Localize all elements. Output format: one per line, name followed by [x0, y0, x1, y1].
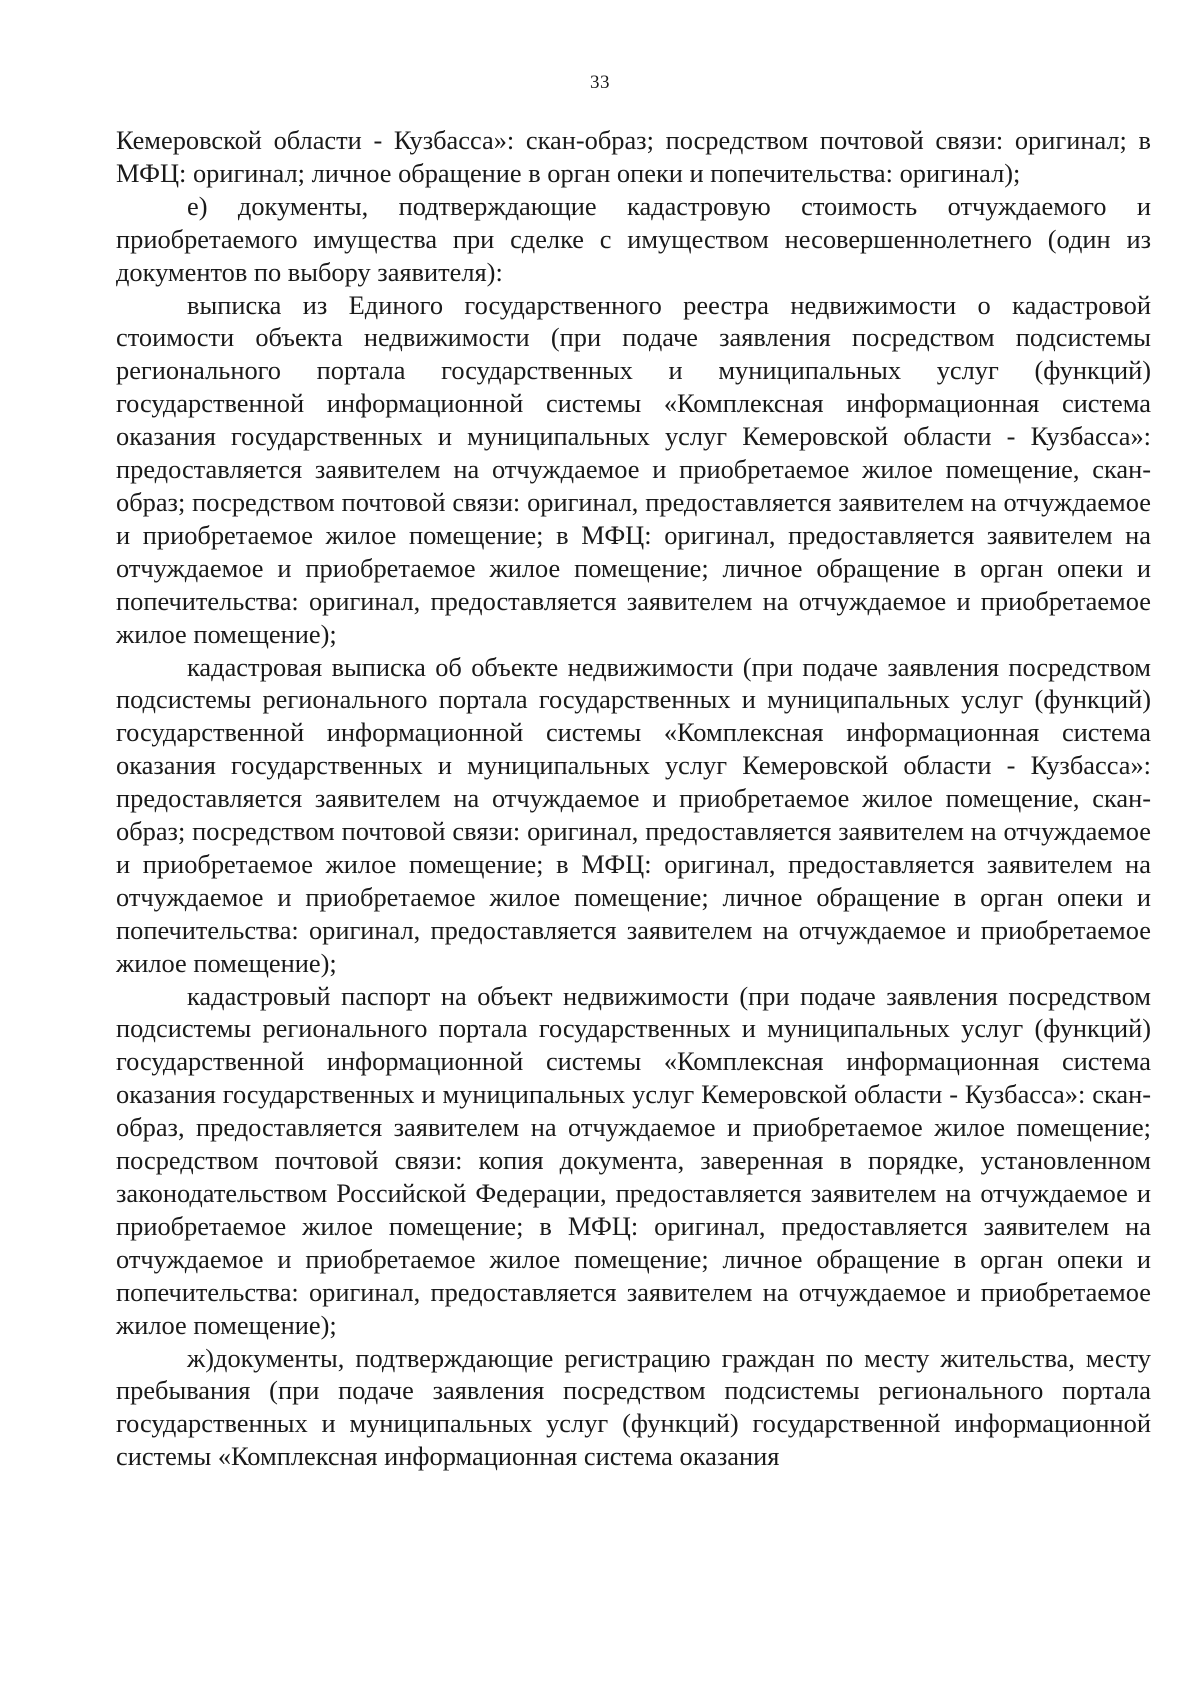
paragraph-cadastral-passport: кадастровый паспорт на объект недвижимости (при подаче заявления посредством подсистемы регионального портала государственных и муниципальных услуг (функций) государственной информационной системы «Комплексная информационная система оказания государственных и муниципальных услуг Кемеровской области - Кузбасса»: скан-образ, предоставляется заявителем на отчуждаемое и приобретаемое жилое помещение; посредством почтовой связи: копия документа, заверенная в порядке, установленном законодательством Российской Федерации, предоставляется заявителем на отчуждаемое и приобретаемое жилое помещение; в МФЦ: оригинал, предоставляется заявителем на отчуждаемое и приобретаемое жилое помещение; личное обращение в орган опеки и попечительства: оригинал, предоставляется заявителем на отчуждаемое и приобретаемое жилое помещение);	[116, 980, 1151, 1340]
document-body	[116, 124, 1151, 1473]
paragraph-cadastral-extract: кадастровая выписка об объекте недвижимости (при подаче заявления посредством подсистемы регионального портала государственных и муниципальных услуг (функций) государственной информационной системы «Комплексная информационная система оказания государственных и муниципальных услуг Кемеровской области - Кузбасса»: предоставляется заявителем на отчуждаемое и приобретаемое жилое помещение, скан-образ; посредством почтовой связи: оригинал, предоставляется заявителем на отчуждаемое и приобретаемое жилое помещение; в МФЦ: оригинал, предоставляется заявителем на отчуждаемое и приобретаемое жилое помещение; личное обращение в орган опеки и попечительства: оригинал, предоставляется заявителем на отчуждаемое и приобретаемое жилое помещение);	[116, 651, 1151, 978]
page-number: 33	[590, 72, 610, 93]
paragraph-item-zh: ж)документы, подтверждающие регистрацию граждан по месту жительства, месту пребывания (при подаче заявления посредством подсистемы регионального портала государственных и муниципальных услуг (функций) государственной информационной системы «Комплексная информационная система оказания	[116, 1342, 1151, 1472]
paragraph-egrn-extract: выписка из Единого государственного реестра недвижимости о кадастровой стоимости объекта недвижимости (при подаче заявления посредством подсистемы регионального портала государственных и муниципальных услуг (функций) государственной информационной системы «Комплексная информационная система оказания государственных и муниципальных услуг Кемеровской области - Кузбасса»: предоставляется заявителем на отчуждаемое и приобретаемое жилое помещение, скан-образ; посредством почтовой связи: оригинал, предоставляется заявителем на отчуждаемое и приобретаемое жилое помещение; в МФЦ: оригинал, предоставляется заявителем на отчуждаемое и приобретаемое жилое помещение; личное обращение в орган опеки и попечительства: оригинал, предоставляется заявителем на отчуждаемое и приобретаемое жилое помещение);	[116, 289, 1151, 649]
paragraph-item-e: е) документы, подтверждающие кадастровую стоимость отчуждаемого и приобретаемого имущества при сделке с имуществом несовершеннолетнего (один из документов по выбору заявителя):	[116, 190, 1151, 287]
paragraph-continuation: Кемеровской области - Кузбасса»: скан-образ; посредством почтовой связи: оригинал; в МФЦ: оригинал; личное обращение в орган опеки и попечительства: оригинал);	[116, 125, 1151, 188]
